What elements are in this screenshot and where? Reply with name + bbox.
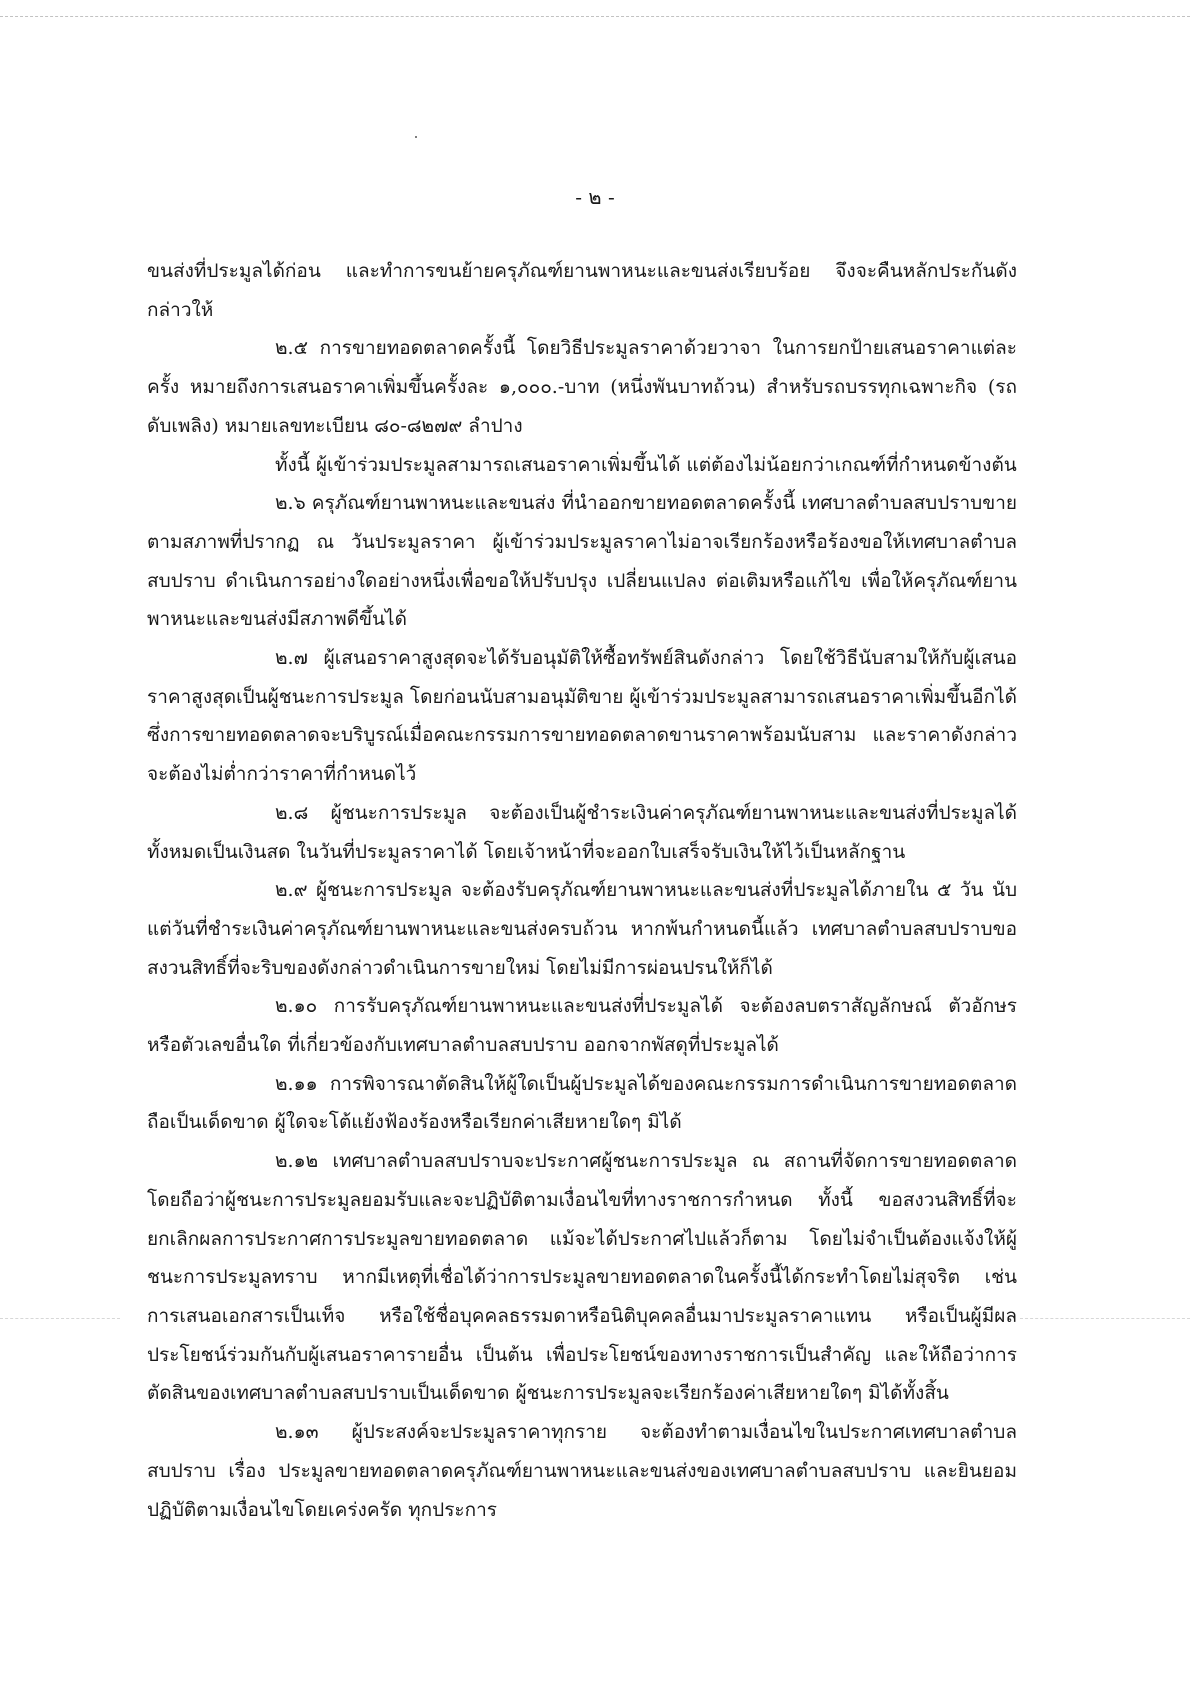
scan-edge-line xyxy=(0,16,1190,17)
paragraph-note: ทั้งนี้ ผู้เข้าร่วมประมูลสามารถเสนอราคาเพิ่มขึ้นได้ แต่ต้องไม่น้อยกว่าเกณฑ์ที่กำหนดข้างต้น xyxy=(275,453,1017,476)
scan-artifact-left xyxy=(0,1318,120,1319)
page-number: - ๒ - xyxy=(575,185,615,209)
scan-artifact-right xyxy=(1020,1318,1190,1319)
document-body xyxy=(147,252,1017,1529)
paragraph-2-5: ๒.๕ การขายทอดตลาดครั้งนี้ โดยวิธีประมูลราคาด้วยวาจา ในการยกป้ายเสนอราคาแต่ละครั้ง หมายถึงการเสนอราคาเพิ่มขึ้นครั้งละ ๑,๐๐๐.-บาท (หนึ่งพันบาทถ้วน) สำหรับรถบรรทุกเฉพาะกิจ (รถดับเพลิง) หมายเลขทะเบียน ๘๐-๘๒๗๙ ลำปาง xyxy=(147,337,1017,437)
paragraph-2-11: ๒.๑๑ การพิจารณาตัดสินให้ผู้ใดเป็นผู้ประมูลได้ของคณะกรรมการดำเนินการขายทอดตลาดถือเป็นเด็ดขาด ผู้ใดจะโต้แย้งฟ้องร้องหรือเรียกค่าเสียหายใดๆ มิได้ xyxy=(147,1072,1017,1134)
paragraph-2-9: ๒.๙ ผู้ชนะการประมูล จะต้องรับครุภัณฑ์ยานพาหนะและขนส่งที่ประมูลได้ภายใน ๕ วัน นับแต่วันที่ชำระเงินค่าครุภัณฑ์ยานพาหนะและขนส่งครบถ้วน หากพ้นกำหนดนี้แล้ว เทศบาลตำบลสบปราบขอสงวนสิทธิ์ที่จะริบของดังกล่าวดำเนินการขายใหม่ โดยไม่มีการผ่อนปรนให้ก็ได้ xyxy=(147,879,1017,979)
paragraph-continuation: ขนส่งที่ประมูลได้ก่อน และทำการขนย้ายครุภัณฑ์ยานพาหนะและขนส่งเรียบร้อย จึงจะคืนหลักประกันดังกล่าวให้ xyxy=(147,260,1017,321)
paragraph-2-6: ๒.๖ ครุภัณฑ์ยานพาหนะและขนส่ง ที่นำออกขายทอดตลาดครั้งนี้ เทศบาลตำบลสบปราบขายตามสภาพที่ปรากฏ ณ วันประมูลราคา ผู้เข้าร่วมประมูลราคาไม่อาจเรียกร้องหรือร้องขอให้เทศบาลตำบลสบปราบ ดำเนินการอย่างใดอย่างหนึ่งเพื่อขอให้ปรับปรุง เปลี่ยนแปลง ต่อเติมหรือแก้ไข เพื่อให้ครุภัณฑ์ยานพาหนะและขนส่งมีสภาพดีขึ้นได้ xyxy=(147,492,1017,631)
paragraph-2-7: ๒.๗ ผู้เสนอราคาสูงสุดจะได้รับอนุมัติให้ซื้อทรัพย์สินดังกล่าว โดยใช้วิธีนับสามให้กับผู้เสนอราคาสูงสุดเป็นผู้ชนะการประมูล โดยก่อนนับสามอนุมัติขาย ผู้เข้าร่วมประมูลสามารถเสนอราคาเพิ่มขึ้นอีกได้ ซึ่งการขายทอดตลาดจะบริบูรณ์เมื่อคณะกรรมการขายทอดตลาดขานราคาพร้อมนับสาม และราคาดังกล่าวจะต้องไม่ต่ำกว่าราคาที่กำหนดไว้ xyxy=(147,647,1017,786)
paragraph-2-13: ๒.๑๓ ผู้ประสงค์จะประมูลราคาทุกราย จะต้องทำตามเงื่อนไขในประกาศเทศบาลตำบลสบปราบ เรื่อง ประมูลขายทอดตลาดครุภัณฑ์ยานพาหนะและขนส่งของเทศบาลตำบลสบปราบ และยินยอมปฏิบัติตามเงื่อนไขโดยเคร่งครัด ทุกประการ xyxy=(147,1421,1017,1521)
paragraph-2-8: ๒.๘ ผู้ชนะการประมูล จะต้องเป็นผู้ชำระเงินค่าครุภัณฑ์ยานพาหนะและขนส่งที่ประมูลได้ทั้งหมดเป็นเงินสด ในวันที่ประมูลราคาได้ โดยเจ้าหน้าที่จะออกใบเสร็จรับเงินให้ไว้เป็นหลักฐาน xyxy=(147,801,1017,863)
paragraph-2-10: ๒.๑๐ การรับครุภัณฑ์ยานพาหนะและขนส่งที่ประมูลได้ จะต้องลบตราสัญลักษณ์ ตัวอักษรหรือตัวเลขอื่นใด ที่เกี่ยวข้องกับเทศบาลตำบลสบปราบ ออกจากพัสดุที่ประมูลได้ xyxy=(147,995,1017,1057)
paragraph-2-12: ๒.๑๒ เทศบาลตำบลสบปราบจะประกาศผู้ชนะการประมูล ณ สถานที่จัดการขายทอดตลาดโดยถือว่าผู้ชนะการประมูลยอมรับและจะปฏิบัติตามเงื่อนไขที่ทางราชการกำหนด ทั้งนี้ ขอสงวนสิทธิ์ที่จะยกเลิกผลการประกาศการประมูลขายทอดตลาด แม้จะได้ประกาศไปแล้วก็ตาม โดยไม่จำเป็นต้องแจ้งให้ผู้ชนะการประมูลทราบ หากมีเหตุที่เชื่อได้ว่าการประมูลขายทอดตลาดในครั้งนี้ได้กระทำโดยไม่สุจริต เช่น การเสนอเอกสารเป็นเท็จ หรือใช้ชื่อบุคคลธรรมดาหรือนิติบุคคลอื่นมาประมูลราคาแทน หรือเป็นผู้มีผลประโยชน์ร่วมกันกับผู้เสนอราคารายอื่น เป็นต้น เพื่อประโยชน์ของทางราชการเป็นสำคัญ และให้ถือว่าการตัดสินของเทศบาลตำบลสบปราบเป็นเด็ดขาด ผู้ชนะการประมูลจะเรียกร้องค่าเสียหายใดๆ มิได้ทั้งสิ้น xyxy=(147,1150,1017,1405)
scan-speck xyxy=(415,136,417,138)
